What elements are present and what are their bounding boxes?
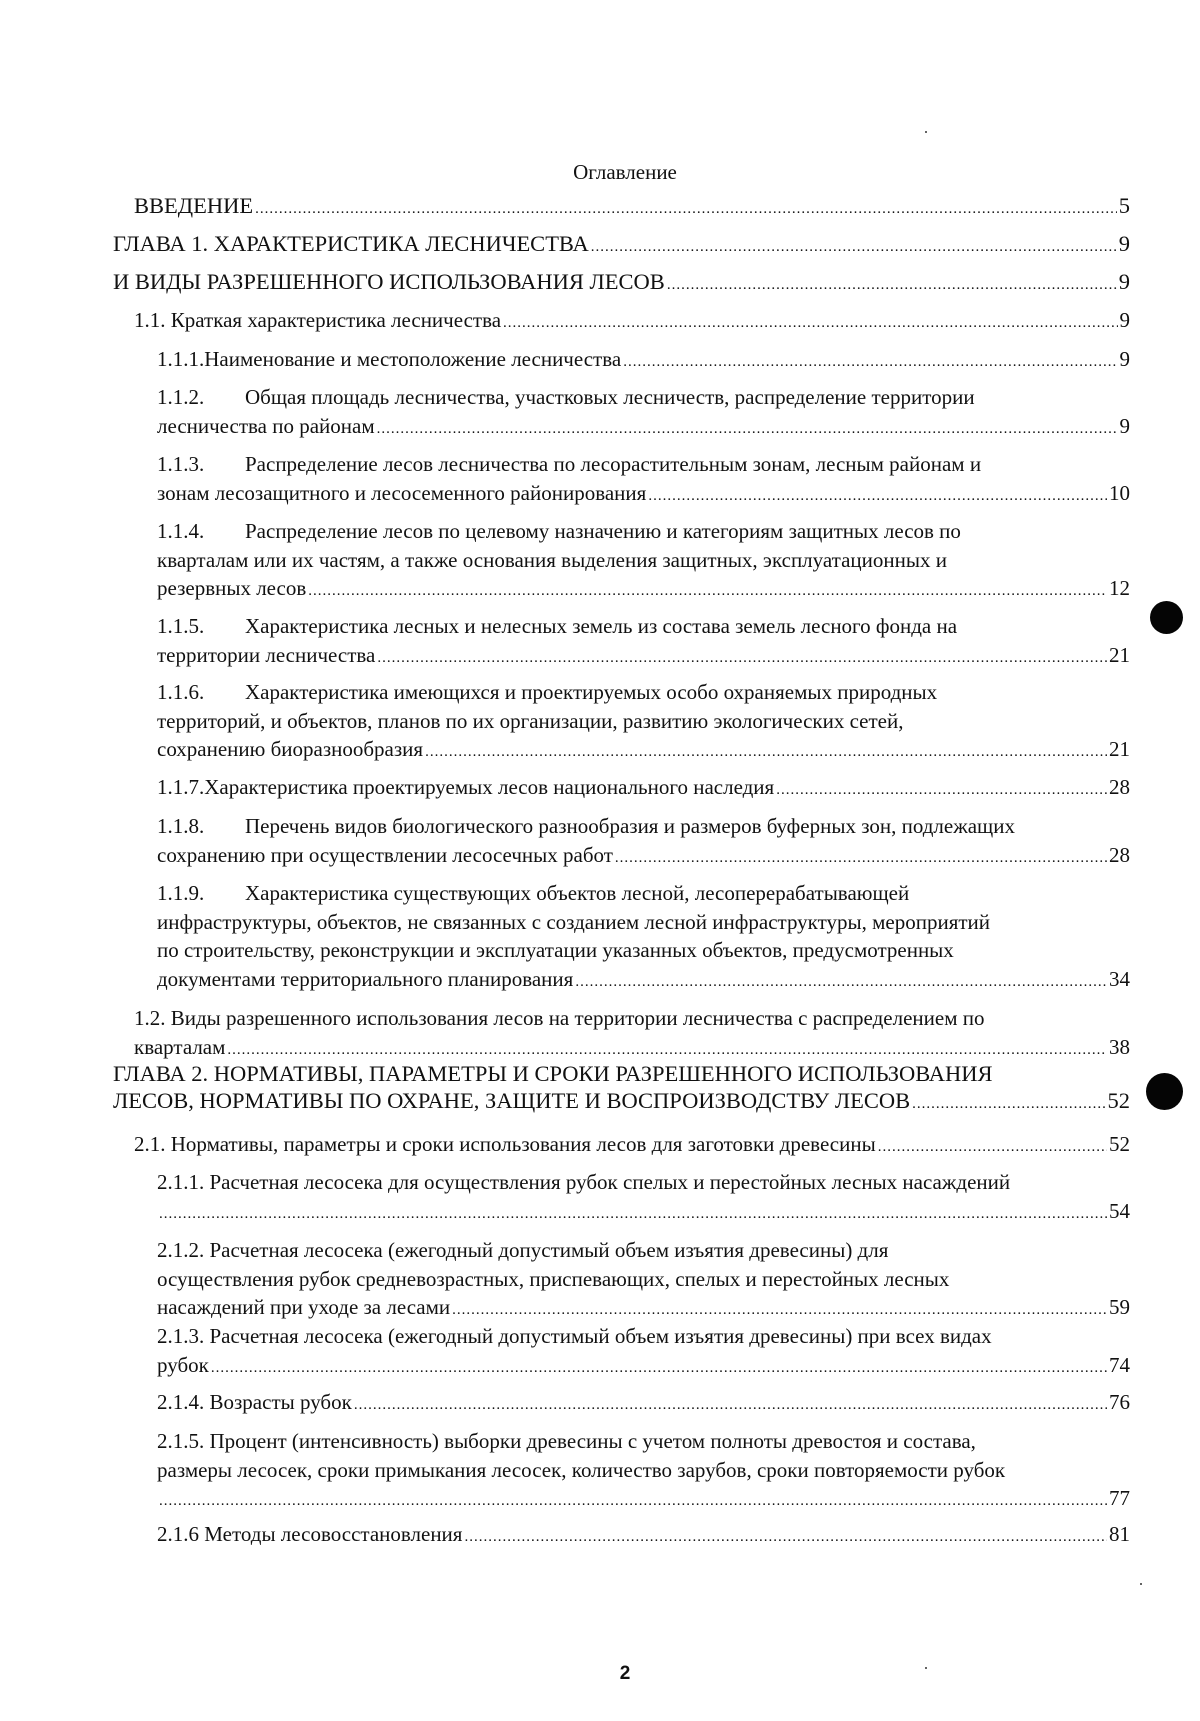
toc-page-number: 9 — [1118, 269, 1130, 294]
toc-entry-text: Наименование и местоположение лесничества — [204, 347, 622, 371]
toc-entry-text: И ВИДЫ РАЗРЕШЕННОГО ИСПОЛЬЗОВАНИЯ ЛЕСОВ — [113, 269, 665, 294]
toc-entry-text: 2.1.5. Процент (интенсивность) выборки древесины с учетом полноты древостоя и состава, — [157, 1429, 976, 1453]
toc-entry-number: 1.1.9. — [157, 881, 205, 905]
toc-dot-leader — [464, 1523, 1107, 1552]
toc-entry-number: 1.1.4. — [157, 519, 205, 543]
page-title: Оглавление — [573, 160, 677, 184]
toc-entry-s1-1-7 — [157, 773, 1130, 805]
toc-page-number: 59 — [1109, 1295, 1130, 1319]
toc-dot-leader — [648, 482, 1107, 511]
toc-page-number: 77 — [1109, 1486, 1130, 1510]
toc-entry-text: 1.1. Краткая характеристика лесничества — [134, 308, 502, 332]
toc-entry-text: кварталам — [134, 1034, 226, 1059]
ink-blot-mark — [1150, 601, 1183, 634]
toc-entry-ch1 — [113, 230, 1130, 261]
toc-dot-leader — [211, 1354, 1107, 1383]
toc-entry-number: 1.1.3. — [157, 452, 205, 476]
toc-entry-text: Характеристика имеющихся и проектируемых особо охраняемых природных — [245, 680, 938, 704]
toc-entry-s1-1 — [134, 306, 1130, 338]
toc-page-number: 9 — [1119, 347, 1130, 371]
toc-entry-number: 1.1.8. — [157, 814, 205, 838]
toc-entry-s1-1-8 — [157, 812, 1130, 872]
toc-entry-text: ЛЕСОВ, НОРМАТИВЫ ПО ОХРАНЕ, ЗАЩИТЕ И ВОСПРОИЗВОДСТВУ ЛЕСОВ — [113, 1088, 911, 1113]
toc-entry-text: Характеристика проектируемых лесов национального наследия — [204, 775, 775, 799]
toc-entry-text: Общая площадь лесничества, участковых лесничеств, распределение территории — [245, 385, 975, 409]
toc-page-number: 21 — [1109, 642, 1130, 667]
toc-entry-text: зонам лесозащитного и лесосеменного районирования — [157, 480, 647, 505]
toc-dot-leader — [354, 1391, 1107, 1420]
toc-entry-text: 2.1. Нормативы, параметры и сроки использования лесов для заготовки древесины — [134, 1132, 876, 1156]
toc-entry-s1-1-6 — [157, 678, 1130, 767]
toc-entry-text: Характеристика лесных и нелесных земель из состава земель лесного фонда на — [245, 614, 958, 638]
toc-entry-text: лесничества по районам — [157, 413, 375, 438]
toc-entry-intro — [134, 192, 1130, 223]
toc-entry-text: кварталам или их частям, а также основания выделения защитных, эксплуатационных и — [157, 547, 947, 572]
toc-entry-text: 2.1.3. Расчетная лесосека (ежегодный допустимый объем изъятия древесины) при всех видах — [157, 1324, 992, 1348]
toc-dot-leader — [667, 272, 1117, 299]
toc-entry-ch2 — [113, 1060, 1130, 1118]
toc-page-number: 5 — [1118, 193, 1130, 218]
toc-page-number: 76 — [1109, 1390, 1130, 1414]
toc-page-number: 28 — [1109, 775, 1130, 799]
toc-dot-leader — [452, 1296, 1107, 1325]
toc-entry-text: 2.1.2. Расчетная лесосека (ежегодный допустимый объем изъятия древесины) для — [157, 1238, 889, 1262]
toc-page-number: 52 — [1107, 1088, 1130, 1113]
toc-page-number: 9 — [1119, 308, 1130, 332]
toc-dot-leader — [591, 234, 1117, 261]
toc-dot-leader — [425, 738, 1107, 767]
toc-page-number: 28 — [1109, 842, 1130, 867]
toc-entry-text: размеры лесосек, сроки примыкания лесосек, количество зарубов, сроки повторяемости рубок — [157, 1457, 1006, 1482]
toc-page-number: 9 — [1119, 413, 1130, 438]
toc-dot-leader — [159, 1487, 1107, 1516]
toc-entry-text: Распределение лесов лесничества по лесорастительным зонам, лесным районам и — [245, 452, 982, 476]
scan-speck — [925, 1667, 927, 1669]
scan-speck — [1140, 1583, 1142, 1585]
toc-entry-s1-2 — [134, 1004, 1130, 1064]
toc-entry-s2-1-2 — [157, 1236, 1130, 1325]
toc-dot-leader — [615, 844, 1107, 873]
toc-entry-s1-1-4 — [157, 517, 1130, 606]
toc-entry-text: 2.1.1. Расчетная лесосека для осуществления рубок спелых и перестойных лесных насаждений — [157, 1170, 1011, 1194]
toc-page-number: 10 — [1109, 480, 1130, 505]
toc-entry-s2-1-5 — [157, 1427, 1130, 1516]
toc-entry-s2-1-1 — [157, 1168, 1130, 1228]
toc-entry-s1-1-5 — [157, 612, 1130, 672]
toc-page-number: 38 — [1109, 1034, 1130, 1059]
toc-entry-s1-1-9 — [157, 879, 1130, 996]
ink-blot-mark — [1146, 1073, 1183, 1110]
toc-dot-leader — [377, 644, 1107, 673]
toc-entry-number: 1.1.5. — [157, 614, 205, 638]
scan-speck — [925, 131, 927, 133]
toc-entry-text: сохранению биоразнообразия — [157, 737, 424, 761]
toc-page-number: 52 — [1109, 1132, 1130, 1156]
toc-entry-text: 2.1.4. Возрасты рубок — [157, 1390, 352, 1414]
toc-entry-text: территорий, и объектов, планов по их организации, развитию экологических сетей, — [157, 708, 904, 733]
page-number: 2 — [619, 1663, 631, 1684]
toc-dot-leader — [308, 577, 1107, 606]
toc-dot-leader — [776, 776, 1107, 805]
toc-entry-text: по строительству, реконструкции и эксплуатации указанных объектов, предусмотренных — [157, 938, 954, 962]
toc-dot-leader — [377, 415, 1118, 444]
toc-entry-s2-1 — [134, 1130, 1130, 1162]
toc-dot-leader — [503, 309, 1117, 338]
toc-entry-text: Перечень видов биологического разнообразия и размеров буферных зон, подлежащих — [245, 814, 1015, 838]
toc-entry-number: 1.1.6. — [157, 680, 205, 704]
toc-page-number: 9 — [1118, 231, 1130, 256]
toc-entry-number: 1.1.2. — [157, 385, 205, 409]
toc-dot-leader — [878, 1133, 1107, 1162]
toc-entry-text: документами территориального планирования — [157, 966, 574, 991]
toc-page-number: 12 — [1109, 576, 1130, 600]
toc-dot-leader — [575, 968, 1107, 997]
toc-entry-text: осуществления рубок средневозрастных, приспевающих, спелых и перестойных лесных — [157, 1266, 950, 1291]
toc-entry-number: 1.1.1. — [157, 347, 205, 371]
toc-page-number: 54 — [1109, 1198, 1130, 1223]
toc-entry-s2-1-6 — [157, 1520, 1130, 1552]
toc-entry-s1-1-3 — [157, 450, 1130, 510]
toc-entry-s1-1-1 — [157, 345, 1130, 377]
toc-entry-text: сохранению при осуществлении лесосечных работ — [157, 842, 613, 867]
toc-dot-leader — [159, 1200, 1107, 1229]
toc-entry-text: Характеристика существующих объектов лесной, лесоперерабатывающей — [245, 881, 910, 905]
toc-page-number: 21 — [1109, 737, 1130, 761]
toc-dot-leader — [623, 348, 1117, 377]
toc-entry-s2-1-3 — [157, 1322, 1130, 1382]
toc-entry-text: 1.2. Виды разрешенного использования лесов на территории лесничества с распределением по — [134, 1006, 985, 1030]
toc-entry-s1-1-2 — [157, 383, 1130, 443]
toc-page-number: 81 — [1109, 1522, 1130, 1546]
toc-entry-text: 2.1.6 Методы лесовосстановления — [157, 1522, 463, 1546]
toc-entry-text: территории лесничества — [157, 642, 376, 667]
toc-entry-ch1b — [113, 268, 1130, 299]
toc-entry-text: насаждений при уходе за лесами — [157, 1295, 451, 1319]
toc-entry-number: 1.1.7. — [157, 775, 205, 799]
toc-entry-text: ВВЕДЕНИЕ — [134, 193, 254, 218]
toc-entry-text: резервных лесов — [157, 576, 307, 600]
toc-entry-text: рубок — [157, 1352, 209, 1377]
toc-entry-s2-1-4 — [157, 1388, 1130, 1420]
toc-entry-text: ГЛАВА 2. НОРМАТИВЫ, ПАРАМЕТРЫ И СРОКИ РАЗРЕШЕННОГО ИСПОЛЬЗОВАНИЯ — [113, 1061, 993, 1086]
toc-entry-text: инфраструктуры, объектов, не связанных с созданием лесной инфраструктуры, мероприятий — [157, 909, 991, 934]
toc-dot-leader — [912, 1091, 1105, 1118]
toc-page-number: 74 — [1109, 1352, 1130, 1377]
toc-page-number: 34 — [1109, 966, 1130, 991]
toc-dot-leader — [255, 196, 1117, 223]
toc-entry-text: Распределение лесов по целевому назначению и категориям защитных лесов по — [245, 519, 961, 543]
toc-entry-text: ГЛАВА 1. ХАРАКТЕРИСТИКА ЛЕСНИЧЕСТВА — [113, 231, 589, 256]
